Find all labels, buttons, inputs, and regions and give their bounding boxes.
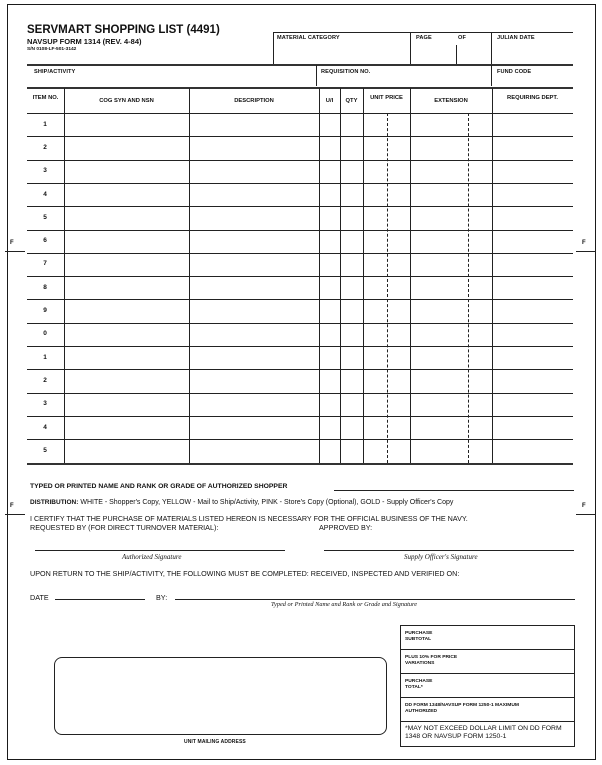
cell-unit-price[interactable] [364,417,409,438]
cell-qty[interactable] [341,347,362,368]
price-variation-field[interactable] [401,650,574,674]
cell-qty[interactable] [341,231,362,252]
unit-mailing-address-label: UNIT MAILING ADDRESS [184,739,246,745]
cell-description[interactable] [190,300,318,321]
ship-activity-label: SHIP/ACTIVITY [34,69,76,75]
date-field[interactable] [55,599,145,600]
cell-cog-syn-nsn[interactable] [65,184,188,205]
purchase-subtotal-label: PURCHASE SUBTOTAL [405,631,433,642]
date-label: DATE [30,593,49,602]
cell-requiring-dept[interactable] [493,277,572,298]
col-header-description: DESCRIPTION [234,98,274,104]
col-header-qty: QTY [345,98,358,104]
header-divider [410,32,411,65]
cell-requiring-dept[interactable] [493,417,572,438]
cell-description[interactable] [190,184,318,205]
cell-extension[interactable] [411,277,491,298]
item-number: 9 [43,307,47,315]
fold-line-left [5,514,25,515]
cell-qty[interactable] [341,207,362,228]
cell-unit-price[interactable] [364,207,409,228]
supply-officer-signature-field[interactable] [324,550,574,551]
stock-number: S/N 0108-LF-501-3142 [27,47,77,52]
purchase-total-label: PURCHASE TOTAL* [405,679,433,690]
cell-requiring-dept[interactable] [493,231,572,252]
cell-description[interactable] [190,347,318,368]
supply-officer-signature-caption: Supply Officer's Signature [404,553,478,561]
cell-description[interactable] [190,161,318,182]
fund-divider [491,65,492,86]
totals-box [400,625,575,747]
cell-cog-syn-nsn[interactable] [65,137,188,158]
cell-cog-syn-nsn[interactable] [65,300,188,321]
col-header-unit-price: UNIT PRICE [370,95,403,101]
distribution-label: DISTRIBUTION: [30,499,79,506]
cell-qty[interactable] [341,277,362,298]
item-number: 5 [43,446,47,454]
cell-qty[interactable] [341,440,362,461]
cell-extension[interactable] [411,207,491,228]
cell-extension[interactable] [411,300,491,321]
cell-ui[interactable] [320,324,339,345]
cell-cog-syn-nsn[interactable] [65,347,188,368]
unit-mailing-address-box[interactable] [54,657,387,735]
cell-description[interactable] [190,277,318,298]
authorized-shopper-label: TYPED OR PRINTED NAME AND RANK OR GRADE OF AUTHORIZED SHOPPER [30,483,288,490]
cell-ui[interactable] [320,161,339,182]
by-label: BY: [156,593,168,602]
cell-ui[interactable] [320,440,339,461]
cell-cog-syn-nsn[interactable] [65,114,188,135]
cell-ui[interactable] [320,277,339,298]
cell-ui[interactable] [320,394,339,415]
col-header-item-no: ITEM NO. [32,95,59,101]
col-header-requiring-dept: REQUIRING DEPT. [507,95,558,101]
cell-unit-price[interactable] [364,370,409,391]
cell-unit-price[interactable] [364,184,409,205]
cell-extension[interactable] [411,114,491,135]
cell-ui[interactable] [320,370,339,391]
cell-description[interactable] [190,231,318,252]
cell-requiring-dept[interactable] [493,440,572,461]
cell-description[interactable] [190,440,318,461]
cell-cog-syn-nsn[interactable] [65,440,188,461]
ship-activity-field[interactable] [30,76,314,86]
fold-line-right [576,251,596,252]
requisition-no-label: REQUISITION NO. [321,69,371,75]
item-number: 4 [43,423,47,431]
cell-qty[interactable] [341,324,362,345]
cell-requiring-dept[interactable] [493,114,572,135]
item-number: 3 [43,167,47,175]
cell-extension[interactable] [411,417,491,438]
cell-unit-price[interactable] [364,114,409,135]
cell-cog-syn-nsn[interactable] [65,207,188,228]
certification-text: I CERTIFY THAT THE PURCHASE OF MATERIALS LISTED HEREON IS NECESSARY FOR THE OFFICIAL BUSINESS OF THE NAVY. [30,514,468,523]
cell-qty[interactable] [341,370,362,391]
distribution-line [30,499,453,506]
cell-qty[interactable] [341,417,362,438]
page-field[interactable] [412,42,454,64]
by-field[interactable] [175,599,575,600]
of-label: OF [458,35,466,41]
by-caption: Typed or Printed Name and Rank or Grade and Signature [271,601,418,608]
cell-extension[interactable] [411,324,491,345]
header-divider [491,32,492,65]
cell-qty[interactable] [341,114,362,135]
price-variation-label: PLUS 10% FOR PRICE VARIATIONS [405,655,458,666]
cell-requiring-dept[interactable] [493,300,572,321]
col-header-cog-syn-nsn: COG SYN AND NSN [99,98,154,104]
approved-by-label: APPROVED BY: [319,523,373,532]
cell-description[interactable] [190,114,318,135]
fold-line-right [576,514,596,515]
cell-requiring-dept[interactable] [493,347,572,368]
fund-code-label: FUND CODE [497,69,532,75]
cell-cog-syn-nsn[interactable] [65,254,188,275]
material-category-label: MATERIAL CATEGORY [277,35,340,41]
cell-ui[interactable] [320,207,339,228]
cell-unit-price[interactable] [364,394,409,415]
item-number: 2 [43,143,47,151]
cell-description[interactable] [190,137,318,158]
cell-extension[interactable] [411,394,491,415]
cell-qty[interactable] [341,184,362,205]
maximum-authorized-field[interactable] [401,698,574,722]
requisition-no-field[interactable] [318,76,490,86]
item-number: 6 [43,237,47,245]
header-top-line [273,32,573,33]
cell-unit-price[interactable] [364,161,409,182]
cell-ui[interactable] [320,231,339,252]
cell-description[interactable] [190,370,318,391]
item-number: 1 [43,353,47,361]
purchase-total-field[interactable] [401,674,574,698]
dollar-limit-note-text: *MAY NOT EXCEED DOLLAR LIMIT ON DD FORM 1348 OR NAVSUP FORM 1250-1 [405,725,562,740]
cell-ui[interactable] [320,114,339,135]
item-number: 5 [43,213,47,221]
cell-cog-syn-nsn[interactable] [65,370,188,391]
page-of-field[interactable] [458,42,490,64]
cell-cog-syn-nsn[interactable] [65,161,188,182]
fold-mark-left: F [10,503,14,509]
cell-requiring-dept[interactable] [493,137,572,158]
cell-unit-price[interactable] [364,254,409,275]
page-of-divider [456,45,457,65]
cell-qty[interactable] [341,161,362,182]
item-number: 8 [43,283,47,291]
item-number: 7 [43,260,47,268]
cell-unit-price[interactable] [364,277,409,298]
cell-qty[interactable] [341,300,362,321]
table-row-line [27,463,573,465]
ship-divider [316,65,317,86]
cell-requiring-dept[interactable] [493,394,572,415]
cell-description[interactable] [190,417,318,438]
cell-requiring-dept[interactable] [493,184,572,205]
cell-description[interactable] [190,394,318,415]
cell-extension[interactable] [411,161,491,182]
cell-cog-syn-nsn[interactable] [65,324,188,345]
authorized-signature-field[interactable] [35,550,285,551]
cell-requiring-dept[interactable] [493,161,572,182]
cell-qty[interactable] [341,137,362,158]
return-instructions: UPON RETURN TO THE SHIP/ACTIVITY, THE FOLLOWING MUST BE COMPLETED: RECEIVED, INSPECTED AND VERIFIED ON: [30,569,460,578]
purchase-subtotal-field[interactable] [401,626,574,650]
maximum-authorized-label: DD FORM 1348/NAVSUP FORM 1250-1 MAXIMUM AUTHORIZED [405,703,519,714]
cell-unit-price[interactable] [364,440,409,461]
cell-description[interactable] [190,207,318,228]
header-divider [273,32,274,65]
cell-cog-syn-nsn[interactable] [65,231,188,252]
cell-extension[interactable] [411,184,491,205]
cell-requiring-dept[interactable] [493,207,572,228]
julian-date-field[interactable] [494,42,572,64]
authorized-shopper-field[interactable] [334,490,574,491]
item-number: 3 [43,400,47,408]
cell-ui[interactable] [320,417,339,438]
cell-cog-syn-nsn[interactable] [65,417,188,438]
col-header-ui: U/I [325,98,334,104]
fold-mark-left: F [10,240,14,246]
cell-ui[interactable] [320,137,339,158]
cell-extension[interactable] [411,370,491,391]
material-category-field[interactable] [276,42,408,64]
cell-description[interactable] [190,324,318,345]
dollar-limit-note [401,722,574,748]
cell-extension[interactable] [411,137,491,158]
fund-code-field[interactable] [494,76,572,86]
cell-ui[interactable] [320,347,339,368]
authorized-signature-caption: Authorized Signature [122,553,182,561]
cell-extension[interactable] [411,347,491,368]
cell-cog-syn-nsn[interactable] [65,394,188,415]
cell-extension[interactable] [411,231,491,252]
item-number: 4 [43,190,47,198]
cell-ui[interactable] [320,300,339,321]
cell-unit-price[interactable] [364,231,409,252]
cell-unit-price[interactable] [364,324,409,345]
page-label: PAGE [416,35,432,41]
cell-requiring-dept[interactable] [493,370,572,391]
cell-unit-price[interactable] [364,137,409,158]
cell-extension[interactable] [411,254,491,275]
fold-line-left [5,251,25,252]
cell-cog-syn-nsn[interactable] [65,277,188,298]
form-title: SERVMART SHOPPING LIST (4491) [27,24,220,36]
cell-extension[interactable] [411,440,491,461]
cell-qty[interactable] [341,254,362,275]
cell-ui[interactable] [320,254,339,275]
fold-mark-right: F [582,503,586,509]
julian-date-label: JULIAN DATE [497,35,535,41]
cell-requiring-dept[interactable] [493,254,572,275]
item-number: 1 [43,120,47,128]
cell-unit-price[interactable] [364,300,409,321]
item-number: 2 [43,376,47,384]
cell-qty[interactable] [341,394,362,415]
col-header-extension: EXTENSION [434,98,468,104]
requested-by-label: REQUESTED BY (FOR DIRECT TURNOVER MATERIAL): [30,523,219,532]
cell-requiring-dept[interactable] [493,324,572,345]
item-number: 0 [43,330,47,338]
fold-mark-right: F [582,240,586,246]
cell-unit-price[interactable] [364,347,409,368]
cell-description[interactable] [190,254,318,275]
cell-ui[interactable] [320,184,339,205]
form-number: NAVSUP FORM 1314 (REV. 4-84) [27,37,142,46]
distribution-text: WHITE - Shopper's Copy, YELLOW - Mail to Ship/Activity, PINK - Store's Copy (Optional), GOLD - Supply Officer's Copy [80,499,454,506]
